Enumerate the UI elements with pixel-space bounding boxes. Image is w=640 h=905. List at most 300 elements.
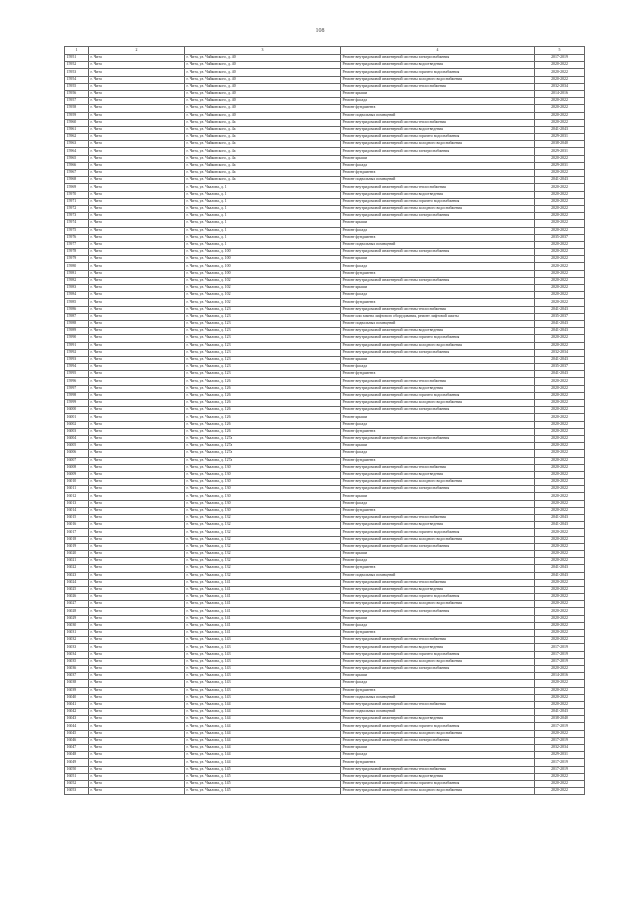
- period-cell: 2020-2022: [535, 414, 585, 421]
- row-number-cell: 15959: [65, 112, 89, 119]
- work-type-cell: Ремонт внутридомовой инженерной системы холодного водоснабжения: [341, 141, 535, 148]
- table-row: [65, 90, 585, 97]
- municipality-cell: г. Чита: [89, 479, 185, 486]
- work-type-cell: Ремонт фасада: [341, 227, 535, 234]
- municipality-cell: г. Чита: [89, 249, 185, 256]
- work-type-cell: Ремонт фасада: [341, 500, 535, 507]
- row-number-cell: 16030: [65, 622, 89, 629]
- address-cell: г. Чита, ул. Чкалова, д. 132: [185, 529, 341, 536]
- address-cell: г. Чита, ул. Чкалова, д. 1: [185, 205, 341, 212]
- table-row: [65, 170, 585, 177]
- address-cell: г. Чита, ул. Чкалова, д. 1: [185, 184, 341, 191]
- address-cell: г. Чита, ул. Чкалова, д. 126: [185, 428, 341, 435]
- period-cell: 2020-2022: [535, 701, 585, 708]
- row-number-cell: 15973: [65, 213, 89, 220]
- municipality-cell: г. Чита: [89, 119, 185, 126]
- municipality-cell: г. Чита: [89, 263, 185, 270]
- row-number-cell: 16021: [65, 558, 89, 565]
- municipality-cell: г. Чита: [89, 766, 185, 773]
- address-cell: г. Чита, ул. Чайковского, д. 40: [185, 55, 341, 62]
- period-cell: 2020-2022: [535, 601, 585, 608]
- municipality-cell: г. Чита: [89, 730, 185, 737]
- table-row: [65, 780, 585, 787]
- table-row: [65, 694, 585, 701]
- address-cell: г. Чита, ул. Чкалова, д. 144: [185, 723, 341, 730]
- table-row: [65, 335, 585, 342]
- period-cell: 2020-2022: [535, 608, 585, 615]
- work-type-cell: Ремонт внутридомовой инженерной системы электроснабжения: [341, 486, 535, 493]
- period-cell: 2041-2043: [535, 371, 585, 378]
- address-cell: г. Чита, ул. Чкалова, д. 1: [185, 234, 341, 241]
- table-row: [65, 752, 585, 759]
- table-row: [65, 256, 585, 263]
- municipality-cell: г. Чита: [89, 83, 185, 90]
- table-row: [65, 687, 585, 694]
- period-cell: 2020-2022: [535, 550, 585, 557]
- period-cell: 2020-2022: [535, 184, 585, 191]
- row-number-cell: 15997: [65, 385, 89, 392]
- municipality-cell: г. Чита: [89, 378, 185, 385]
- row-number-cell: 15970: [65, 191, 89, 198]
- row-number-cell: 16042: [65, 709, 89, 716]
- address-cell: г. Чита, ул. Чкалова, д. 132: [185, 550, 341, 557]
- address-cell: г. Чита, ул. Чкалова, д. 100: [185, 270, 341, 277]
- row-number-cell: 16038: [65, 680, 89, 687]
- period-cell: 2017-2019: [535, 644, 585, 651]
- row-number-cell: 15991: [65, 342, 89, 349]
- work-type-cell: Ремонт подвальных помещений: [341, 572, 535, 579]
- address-cell: г. Чита, ул. Чкалова, д. 130: [185, 507, 341, 514]
- period-cell: 2020-2022: [535, 62, 585, 69]
- municipality-cell: г. Чита: [89, 464, 185, 471]
- address-cell: г. Чита, ул. Чкалова, д. 144: [185, 716, 341, 723]
- municipality-cell: г. Чита: [89, 622, 185, 629]
- period-cell: 2020-2022: [535, 529, 585, 536]
- work-type-cell: Ремонт внутридомовой инженерной системы электроснабжения: [341, 213, 535, 220]
- work-type-cell: Ремонт внутридомовой инженерной системы холодного водоснабжения: [341, 76, 535, 83]
- row-number-cell: 15978: [65, 249, 89, 256]
- row-number-cell: 15972: [65, 205, 89, 212]
- work-type-cell: Ремонт внутридомовой инженерной системы теплоснабжения: [341, 464, 535, 471]
- table-row: [65, 177, 585, 184]
- work-type-cell: Ремонт крыши: [341, 285, 535, 292]
- table-row: [65, 479, 585, 486]
- address-cell: г. Чита, ул. Чкалова, д. 1: [185, 191, 341, 198]
- period-cell: 2014-2016: [535, 673, 585, 680]
- table-row: [65, 356, 585, 363]
- municipality-cell: г. Чита: [89, 313, 185, 320]
- table-row: [65, 407, 585, 414]
- period-cell: 2020-2022: [535, 500, 585, 507]
- address-cell: г. Чита, ул. Чкалова, д. 141: [185, 608, 341, 615]
- work-type-cell: Ремонт внутридомовой инженерной системы холодного водоснабжения: [341, 536, 535, 543]
- work-type-cell: Ремонт внутридомовой инженерной системы водоотведения: [341, 191, 535, 198]
- row-number-cell: 16040: [65, 694, 89, 701]
- table-row: [65, 119, 585, 126]
- row-number-cell: 16048: [65, 752, 89, 759]
- table-row: [65, 665, 585, 672]
- municipality-cell: г. Чита: [89, 608, 185, 615]
- row-number-cell: 16009: [65, 471, 89, 478]
- municipality-cell: г. Чита: [89, 752, 185, 759]
- municipality-cell: г. Чита: [89, 780, 185, 787]
- address-cell: г. Чита, ул. Чкалова, д. 132: [185, 565, 341, 572]
- period-cell: 2020-2022: [535, 536, 585, 543]
- municipality-cell: г. Чита: [89, 601, 185, 608]
- municipality-cell: г. Чита: [89, 328, 185, 335]
- table-row: [65, 594, 585, 601]
- address-cell: г. Чита, ул. Чкалова, д. 143: [185, 658, 341, 665]
- period-cell: 2020-2022: [535, 630, 585, 637]
- work-type-cell: Ремонт фундамента: [341, 105, 535, 112]
- work-type-cell: Ремонт внутридомовой инженерной системы холодного водоснабжения: [341, 601, 535, 608]
- table-row: [65, 745, 585, 752]
- table-row: [65, 134, 585, 141]
- row-number-cell: 15958: [65, 105, 89, 112]
- row-number-cell: 16000: [65, 407, 89, 414]
- work-type-cell: Ремонт крыши: [341, 414, 535, 421]
- table-row: [65, 630, 585, 637]
- row-number-cell: 16052: [65, 780, 89, 787]
- row-number-cell: 16051: [65, 773, 89, 780]
- work-type-cell: Ремонт внутридомовой инженерной системы водоотведения: [341, 62, 535, 69]
- work-type-cell: Ремонт фасада: [341, 450, 535, 457]
- table-row: [65, 421, 585, 428]
- municipality-cell: г. Чита: [89, 170, 185, 177]
- work-type-cell: Ремонт внутридомовой инженерной системы теплоснабжения: [341, 579, 535, 586]
- row-number-cell: 16053: [65, 788, 89, 795]
- address-cell: г. Чита, ул. Чкалова, д. 141: [185, 601, 341, 608]
- municipality-cell: г. Чита: [89, 594, 185, 601]
- work-type-cell: Ремонт внутридомовой инженерной системы электроснабжения: [341, 435, 535, 442]
- work-type-cell: Ремонт внутридомовой инженерной системы горячего водоснабжения: [341, 651, 535, 658]
- address-cell: г. Чита, ул. Чкалова, д. 144: [185, 730, 341, 737]
- period-cell: 2017-2019: [535, 737, 585, 744]
- municipality-cell: г. Чита: [89, 421, 185, 428]
- address-cell: г. Чита, ул. Чайковского, д. 4а: [185, 141, 341, 148]
- period-cell: 2032-2034: [535, 745, 585, 752]
- period-cell: 2020-2022: [535, 105, 585, 112]
- address-cell: г. Чита, ул. Чкалова, д. 141: [185, 586, 341, 593]
- period-cell: 2020-2022: [535, 622, 585, 629]
- address-cell: г. Чита, ул. Чкалова, д. 100: [185, 263, 341, 270]
- table-row: [65, 709, 585, 716]
- work-type-cell: Ремонт фасада: [341, 421, 535, 428]
- municipality-cell: г. Чита: [89, 515, 185, 522]
- row-number-cell: 16036: [65, 665, 89, 672]
- municipality-cell: г. Чита: [89, 558, 185, 565]
- work-type-cell: Ремонт фундамента: [341, 759, 535, 766]
- work-type-cell: Ремонт крыши: [341, 155, 535, 162]
- address-cell: г. Чита, ул. Чкалова, д. 123: [185, 342, 341, 349]
- work-type-cell: Ремонт внутридомовой инженерной системы теплоснабжения: [341, 515, 535, 522]
- period-cell: 2020-2022: [535, 788, 585, 795]
- address-cell: г. Чита, ул. Чкалова, д. 123: [185, 371, 341, 378]
- work-type-cell: Ремонт фундамента: [341, 507, 535, 514]
- period-cell: 2020-2022: [535, 780, 585, 787]
- municipality-cell: г. Чита: [89, 644, 185, 651]
- table-row: [65, 579, 585, 586]
- work-type-cell: Ремонт крыши: [341, 673, 535, 680]
- table-row: [65, 550, 585, 557]
- period-cell: 2041-2043: [535, 515, 585, 522]
- table-row: [65, 565, 585, 572]
- table-row: [65, 105, 585, 112]
- address-cell: г. Чита, ул. Чкалова, д. 141: [185, 615, 341, 622]
- row-number-cell: 15957: [65, 98, 89, 105]
- municipality-cell: г. Чита: [89, 306, 185, 313]
- address-cell: г. Чита, ул. Чкалова, д. 102: [185, 292, 341, 299]
- period-cell: 2020-2022: [535, 586, 585, 593]
- table-row: [65, 277, 585, 284]
- period-cell: 2020-2022: [535, 112, 585, 119]
- municipality-cell: г. Чита: [89, 112, 185, 119]
- municipality-cell: г. Чита: [89, 658, 185, 665]
- table-row: [65, 428, 585, 435]
- row-number-cell: 15968: [65, 177, 89, 184]
- period-cell: 2020-2022: [535, 558, 585, 565]
- municipality-cell: г. Чита: [89, 162, 185, 169]
- municipality-cell: г. Чита: [89, 665, 185, 672]
- municipality-cell: г. Чита: [89, 69, 185, 76]
- period-cell: 2020-2022: [535, 277, 585, 284]
- address-cell: г. Чита, ул. Чкалова, д. 132: [185, 558, 341, 565]
- municipality-cell: г. Чита: [89, 435, 185, 442]
- row-number-cell: 15992: [65, 349, 89, 356]
- row-number-cell: 15994: [65, 364, 89, 371]
- work-type-cell: Ремонт внутридомовой инженерной системы горячего водоснабжения: [341, 392, 535, 399]
- address-cell: г. Чита, ул. Чкалова, д. 143: [185, 651, 341, 658]
- address-cell: г. Чита, ул. Чайковского, д. 4а: [185, 162, 341, 169]
- row-number-cell: 15956: [65, 90, 89, 97]
- period-cell: 2020-2022: [535, 637, 585, 644]
- work-type-cell: Ремонт внутридомовой инженерной системы холодного водоснабжения: [341, 205, 535, 212]
- row-number-cell: 16039: [65, 687, 89, 694]
- row-number-cell: 16006: [65, 450, 89, 457]
- work-type-cell: Ремонт внутридомовой инженерной системы холодного водоснабжения: [341, 788, 535, 795]
- table-row: [65, 680, 585, 687]
- table-row: [65, 148, 585, 155]
- address-cell: г. Чита, ул. Чкалова, д. 126: [185, 392, 341, 399]
- row-number-cell: 15954: [65, 76, 89, 83]
- address-cell: г. Чита, ул. Чкалова, д. 126: [185, 414, 341, 421]
- address-cell: г. Чита, ул. Чкалова, д. 132: [185, 536, 341, 543]
- row-number-cell: 15979: [65, 256, 89, 263]
- period-cell: 2020-2022: [535, 457, 585, 464]
- period-cell: 2041-2043: [535, 572, 585, 579]
- row-number-cell: 15995: [65, 371, 89, 378]
- period-cell: 2020-2022: [535, 198, 585, 205]
- municipality-cell: г. Чита: [89, 687, 185, 694]
- table-row: [65, 313, 585, 320]
- period-cell: 2017-2019: [535, 55, 585, 62]
- period-cell: 2020-2022: [535, 155, 585, 162]
- work-type-cell: Ремонт внутридомовой инженерной системы электроснабжения: [341, 349, 535, 356]
- address-cell: г. Чита, ул. Чкалова, д. 144: [185, 709, 341, 716]
- address-cell: г. Чита, ул. Чкалова, д. 130: [185, 486, 341, 493]
- work-type-cell: Ремонт фундамента: [341, 299, 535, 306]
- period-cell: 2035-2037: [535, 234, 585, 241]
- row-number-cell: 16007: [65, 457, 89, 464]
- address-cell: г. Чита, ул. Чкалова, д. 143: [185, 694, 341, 701]
- municipality-cell: г. Чита: [89, 277, 185, 284]
- work-type-cell: Ремонт внутридомовой инженерной системы водоотведения: [341, 716, 535, 723]
- row-number-cell: 16050: [65, 766, 89, 773]
- row-number-cell: 15951: [65, 55, 89, 62]
- row-number-cell: 15974: [65, 220, 89, 227]
- municipality-cell: г. Чита: [89, 349, 185, 356]
- municipality-cell: г. Чита: [89, 62, 185, 69]
- municipality-cell: г. Чита: [89, 55, 185, 62]
- table-row: [65, 414, 585, 421]
- municipality-cell: г. Чита: [89, 680, 185, 687]
- work-type-cell: Ремонт крыши: [341, 90, 535, 97]
- table-row: [65, 730, 585, 737]
- header-row: [65, 47, 585, 55]
- address-cell: г. Чита, ул. Чкалова, д. 126: [185, 400, 341, 407]
- work-type-cell: Ремонт подвальных помещений: [341, 112, 535, 119]
- address-cell: г. Чита, ул. Чкалова, д. 1: [185, 241, 341, 248]
- period-cell: 2020-2022: [535, 680, 585, 687]
- table-row: [65, 234, 585, 241]
- table-row: [65, 241, 585, 248]
- municipality-cell: г. Чита: [89, 443, 185, 450]
- period-cell: 2014-2016: [535, 90, 585, 97]
- address-cell: г. Чита, ул. Чайковского, д. 4а: [185, 134, 341, 141]
- municipality-cell: г. Чита: [89, 723, 185, 730]
- row-number-cell: 16046: [65, 737, 89, 744]
- municipality-cell: г. Чита: [89, 392, 185, 399]
- table-row: [65, 400, 585, 407]
- municipality-cell: г. Чита: [89, 191, 185, 198]
- row-number-cell: 16044: [65, 723, 89, 730]
- work-type-cell: Ремонт или замена лифтового оборудования, ремонт лифтовой шахты: [341, 313, 535, 320]
- work-type-cell: Ремонт внутридомовой инженерной системы горячего водоснабжения: [341, 335, 535, 342]
- row-number-cell: 16032: [65, 637, 89, 644]
- work-type-cell: Ремонт фундамента: [341, 234, 535, 241]
- work-type-cell: Ремонт фасада: [341, 558, 535, 565]
- table-row: [65, 515, 585, 522]
- work-type-cell: Ремонт крыши: [341, 615, 535, 622]
- work-type-cell: Ремонт внутридомовой инженерной системы водоотведения: [341, 471, 535, 478]
- row-number-cell: 16025: [65, 586, 89, 593]
- table-row: [65, 162, 585, 169]
- period-cell: 2020-2022: [535, 730, 585, 737]
- municipality-cell: г. Чита: [89, 220, 185, 227]
- municipality-cell: г. Чита: [89, 414, 185, 421]
- municipality-cell: г. Чита: [89, 579, 185, 586]
- period-cell: 2020-2022: [535, 486, 585, 493]
- row-number-cell: 16031: [65, 630, 89, 637]
- work-type-cell: Ремонт внутридомовой инженерной системы теплоснабжения: [341, 119, 535, 126]
- table-row: [65, 378, 585, 385]
- period-cell: 2020-2022: [535, 507, 585, 514]
- table-row: [65, 292, 585, 299]
- table-row: [65, 644, 585, 651]
- work-type-cell: Ремонт крыши: [341, 493, 535, 500]
- work-type-cell: Ремонт фасада: [341, 622, 535, 629]
- work-type-cell: Ремонт внутридомовой инженерной системы теплоснабжения: [341, 184, 535, 191]
- table-row: [65, 543, 585, 550]
- address-cell: г. Чита, ул. Чкалова, д. 123: [185, 356, 341, 363]
- work-type-cell: Ремонт фасада: [341, 292, 535, 299]
- table-row: [65, 285, 585, 292]
- table-row: [65, 55, 585, 62]
- table-row: [65, 723, 585, 730]
- municipality-cell: г. Чита: [89, 529, 185, 536]
- period-cell: 2020-2022: [535, 392, 585, 399]
- period-cell: 2041-2043: [535, 356, 585, 363]
- work-type-cell: Ремонт подвальных помещений: [341, 320, 535, 327]
- address-cell: г. Чита, ул. Чайковского, д. 4а: [185, 119, 341, 126]
- row-number-cell: 16024: [65, 579, 89, 586]
- table-row: [65, 522, 585, 529]
- address-cell: г. Чита, ул. Чкалова, д. 145: [185, 766, 341, 773]
- table-row: [65, 615, 585, 622]
- municipality-cell: г. Чита: [89, 630, 185, 637]
- municipality-cell: г. Чита: [89, 788, 185, 795]
- table-row: [65, 270, 585, 277]
- period-cell: 2020-2022: [535, 299, 585, 306]
- period-cell: 2029-2031: [535, 148, 585, 155]
- address-cell: г. Чита, ул. Чайковского, д. 4а: [185, 177, 341, 184]
- row-number-cell: 16047: [65, 745, 89, 752]
- address-cell: г. Чита, ул. Чкалова, д. 126: [185, 421, 341, 428]
- municipality-cell: г. Чита: [89, 486, 185, 493]
- period-cell: 2020-2022: [535, 227, 585, 234]
- period-cell: 2041-2043: [535, 177, 585, 184]
- work-type-cell: Ремонт фундамента: [341, 565, 535, 572]
- period-cell: 2020-2022: [535, 665, 585, 672]
- period-cell: 2032-2034: [535, 83, 585, 90]
- table-row: [65, 493, 585, 500]
- municipality-cell: г. Чита: [89, 773, 185, 780]
- period-cell: 2020-2022: [535, 385, 585, 392]
- table-row: [65, 716, 585, 723]
- row-number-cell: 16043: [65, 716, 89, 723]
- work-type-cell: Ремонт внутридомовой инженерной системы горячего водоснабжения: [341, 594, 535, 601]
- period-cell: 2020-2022: [535, 98, 585, 105]
- row-number-cell: 15955: [65, 83, 89, 90]
- table-row: [65, 773, 585, 780]
- municipality-cell: г. Чита: [89, 586, 185, 593]
- row-number-cell: 15960: [65, 119, 89, 126]
- municipality-cell: г. Чита: [89, 737, 185, 744]
- municipality-cell: г. Чита: [89, 651, 185, 658]
- period-cell: 2020-2022: [535, 69, 585, 76]
- address-cell: г. Чита, ул. Чкалова, д. 123: [185, 313, 341, 320]
- address-cell: г. Чита, ул. Чкалова, д. 130: [185, 493, 341, 500]
- municipality-cell: г. Чита: [89, 493, 185, 500]
- table-row: [65, 622, 585, 629]
- address-cell: г. Чита, ул. Чкалова, д. 132: [185, 572, 341, 579]
- municipality-cell: г. Чита: [89, 500, 185, 507]
- municipality-cell: г. Чита: [89, 428, 185, 435]
- period-cell: 2041-2043: [535, 306, 585, 313]
- row-number-cell: 15967: [65, 170, 89, 177]
- row-number-cell: 15963: [65, 141, 89, 148]
- municipality-cell: г. Чита: [89, 536, 185, 543]
- table-row: [65, 198, 585, 205]
- row-number-cell: 15964: [65, 148, 89, 155]
- work-type-cell: Ремонт внутридомовой инженерной системы теплоснабжения: [341, 83, 535, 90]
- work-type-cell: Ремонт внутридомовой инженерной системы теплоснабжения: [341, 378, 535, 385]
- row-number-cell: 15998: [65, 392, 89, 399]
- period-cell: 2020-2022: [535, 579, 585, 586]
- period-cell: 2020-2022: [535, 335, 585, 342]
- address-cell: г. Чита, ул. Чайковского, д. 40: [185, 76, 341, 83]
- period-cell: 2041-2043: [535, 320, 585, 327]
